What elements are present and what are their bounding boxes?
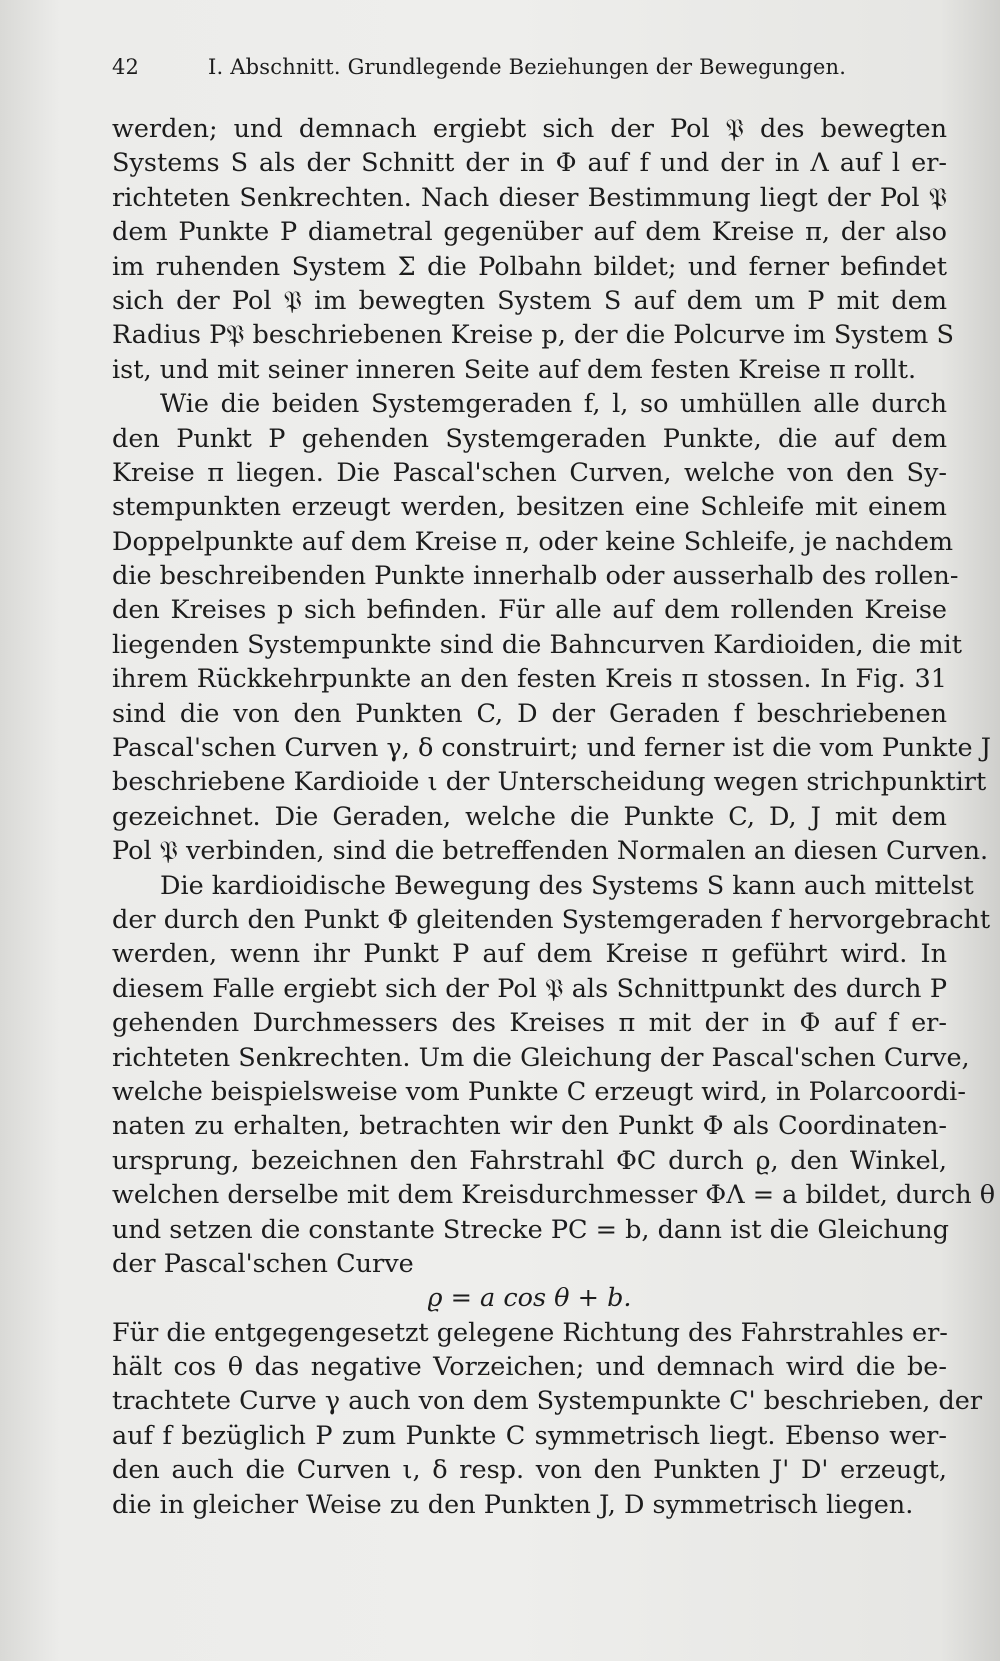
text-line: werden, wenn ihr Punkt P auf dem Kreise π geführt wird. In bbox=[112, 939, 947, 970]
text-line: Radius P𝔓 beschriebenen Kreise p, der die Polcurve im System S bbox=[112, 320, 954, 351]
equation: ϱ = a cos θ + b. bbox=[427, 1283, 632, 1314]
text-line: im ruhenden System Σ die Polbahn bildet; und ferner befindet bbox=[112, 251, 947, 282]
text-line: beschriebene Kardioide ι der Unterscheidung wegen strichpunktirt bbox=[112, 767, 987, 798]
text-line: hält cos θ das negative Vorzeichen; und demnach wird die be- bbox=[112, 1352, 947, 1383]
text-line: und setzen die constante Strecke PC = b, dann ist die Gleichung bbox=[112, 1214, 949, 1245]
text-line: sind die von den Punkten C, D der Geraden f beschriebenen bbox=[112, 698, 947, 729]
running-title: I. Abschnitt. Grundlegende Beziehungen der Bewegungen. bbox=[208, 55, 847, 79]
text-line: diesem Falle ergiebt sich der Pol 𝔓 als Schnittpunkt des durch P bbox=[112, 973, 947, 1004]
text-line: trachtete Curve γ auch von dem Systempunkte C' beschrieben, der bbox=[112, 1386, 983, 1417]
text-line: Systems S als der Schnitt der in Φ auf f und der in Λ auf l er- bbox=[112, 148, 947, 179]
text-line: sich der Pol 𝔓 im bewegten System S auf dem um P mit dem bbox=[112, 285, 947, 316]
text-line: der durch den Punkt Φ gleitenden Systemgeraden f hervorgebracht bbox=[112, 904, 991, 935]
text-line: richteten Senkrechten. Nach dieser Bestimmung liegt der Pol 𝔓 bbox=[112, 182, 947, 213]
text-line: den auch die Curven ι, δ resp. von den Punkten J' D' erzeugt, bbox=[112, 1455, 947, 1486]
text-line: Wie die beiden Systemgeraden f, l, so umhüllen alle durch bbox=[160, 389, 947, 420]
text-line: Kreise π liegen. Die Pascal'schen Curven, welche von den Sy- bbox=[112, 457, 947, 488]
text-line: ist, und mit seiner inneren Seite auf dem festen Kreise π rollt. bbox=[112, 354, 917, 385]
text-line: Die kardioidische Bewegung des Systems S kann auch mittelst bbox=[160, 870, 974, 901]
text-line: liegenden Systempunkte sind die Bahncurven Kardioiden, die mit bbox=[112, 629, 962, 660]
page-number: 42 bbox=[112, 55, 140, 79]
text-line: die in gleicher Weise zu den Punkten J, D symmetrisch liegen. bbox=[112, 1489, 914, 1520]
text-line: ihrem Rückkehrpunkte an den festen Kreis π stossen. In Fig. 31 bbox=[112, 664, 947, 695]
text-line: stempunkten erzeugt werden, besitzen eine Schleife mit einem bbox=[112, 492, 947, 523]
text-line: Pascal'schen Curven γ, δ construirt; und ferner ist die vom Punkte J bbox=[112, 733, 991, 764]
text-line: dem Punkte P diametral gegenüber auf dem Kreise π, der also bbox=[112, 217, 947, 248]
text-line: Doppelpunkte auf dem Kreise π, oder keine Schleife, je nachdem bbox=[112, 526, 954, 557]
text-line: ursprung, bezeichnen den Fahrstrahl ΦC durch ϱ, den Winkel, bbox=[112, 1145, 947, 1176]
text-line: der Pascal'schen Curve bbox=[112, 1248, 414, 1279]
text-line: welche beispielsweise vom Punkte C erzeugt wird, in Polarcoordi- bbox=[112, 1076, 966, 1107]
text-line: Pol 𝔓 verbinden, sind die betreffenden Normalen an diesen Curven. bbox=[112, 836, 989, 867]
text-line: auf f bezüglich P zum Punkte C symmetrisch liegt. Ebenso wer- bbox=[112, 1420, 947, 1451]
text-line: die beschreibenden Punkte innerhalb oder ausserhalb des rollen- bbox=[112, 561, 959, 592]
text-line: Für die entgegengesetzt gelegene Richtung des Fahrstrahles er- bbox=[112, 1317, 948, 1348]
text-line: welchen derselbe mit dem Kreisdurchmesser ΦΛ = a bildet, durch θ bbox=[112, 1180, 996, 1211]
text-line: gezeichnet. Die Geraden, welche die Punkte C, D, J mit dem bbox=[112, 801, 947, 832]
text-line: werden; und demnach ergiebt sich der Pol 𝔓 des bewegten bbox=[112, 114, 947, 144]
text-line: gehenden Durchmessers des Kreises π mit der in Φ auf f er- bbox=[112, 1008, 947, 1039]
running-header bbox=[112, 55, 945, 79]
text-line: naten zu erhalten, betrachten wir den Punkt Φ als Coordinaten- bbox=[112, 1111, 947, 1142]
body-text bbox=[112, 112, 996, 1522]
text-line: den Kreises p sich befinden. Für alle auf dem rollenden Kreise bbox=[112, 595, 947, 626]
text-line: den Punkt P gehenden Systemgeraden Punkte, die auf dem bbox=[112, 423, 947, 454]
text-line: richteten Senkrechten. Um die Gleichung der Pascal'schen Curve, bbox=[112, 1042, 970, 1073]
